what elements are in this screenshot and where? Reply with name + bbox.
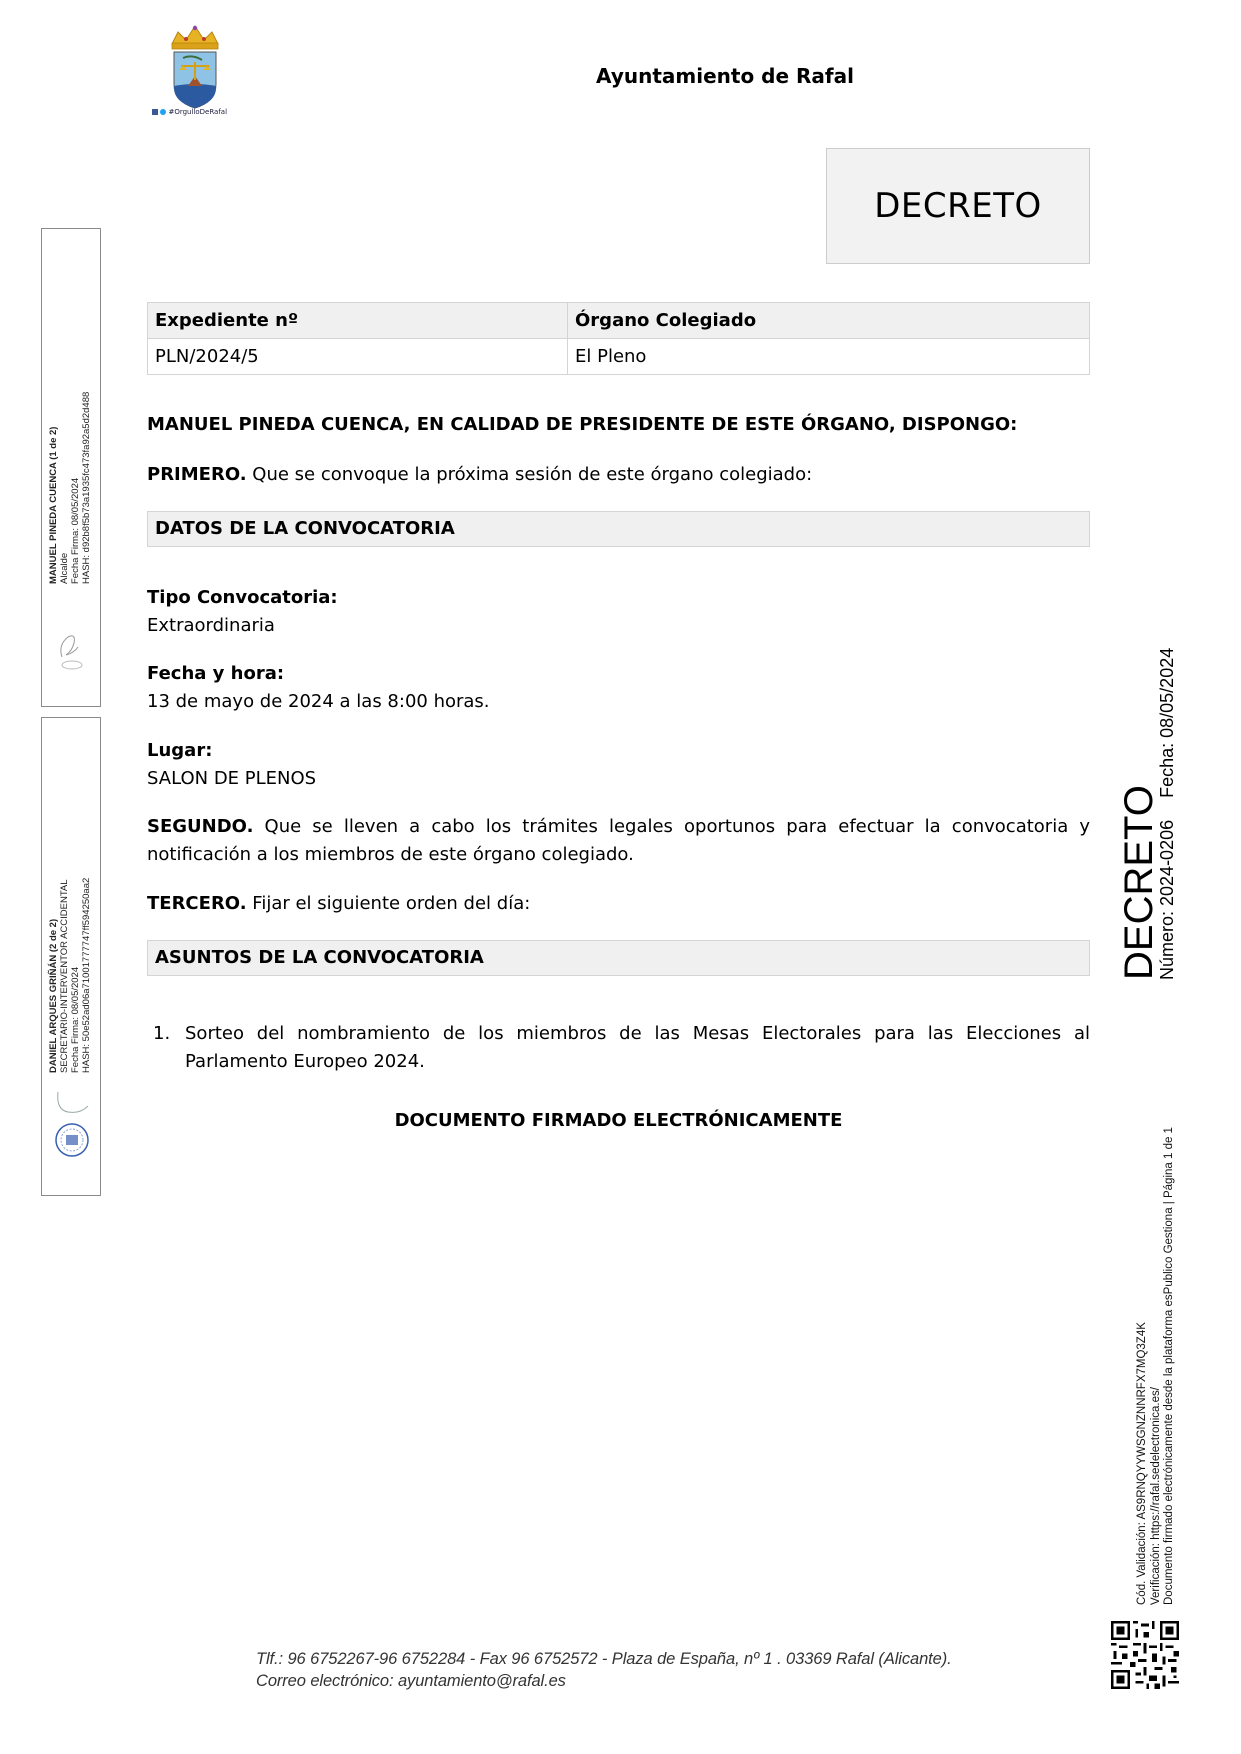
primero-text: Que se convoque la próxima sesión de este órgano colegiado: — [246, 464, 813, 485]
field-tipo-convocatoria — [147, 584, 1090, 640]
expediente-table — [147, 302, 1090, 375]
signed-notice: DOCUMENTO FIRMADO ELECTRÓNICAMENTE — [394, 1110, 843, 1131]
signature-details — [48, 392, 92, 584]
decree-stamp-title: DECRETO — [1117, 785, 1161, 980]
agenda-item-line-1: Sorteo del nombramiento de los miembros de las Mesas Electorales para las Elecciones al — [185, 1023, 1090, 1044]
tercero-label: TERCERO. — [147, 893, 247, 914]
decree-number: Número: 2024-0206 — [1157, 819, 1177, 980]
validation-block — [1136, 1127, 1177, 1605]
signature-date: Fecha Firma: 08/05/2024 — [70, 966, 81, 1073]
signer-name: DANIEL ARQUES GRIÑÁN (2 de 2) — [48, 918, 59, 1073]
segundo-text: Que se lleven a cabo los trámites legales oportunos para efectuar la convocatoria y — [253, 816, 1090, 837]
signature-hash: HASH: d92b8f5b73a1935fc473fa92a5d2d488 — [81, 391, 92, 584]
document-type-label: DECRETO — [874, 186, 1042, 226]
signature-hash: HASH: 50e52ad06a71001777747ff594250aa2 — [81, 877, 92, 1073]
tercero-text: Fijar el siguiente orden del día: — [246, 893, 531, 914]
logo-hashtag: #OrgulloDeRafal — [168, 108, 228, 116]
agenda-item — [147, 1020, 1090, 1076]
footer-address: Tlf.: 96 6752267-96 6752284 - Fax 96 6752572 - Plaza de España, nº 1 . 03369 Rafal (Alicante). — [256, 1650, 952, 1668]
primero-label: PRIMERO. — [147, 464, 247, 485]
table-header-cell: Expediente nº — [148, 303, 568, 339]
signer-role: SECRETARIO-INTERVENTOR ACCIDENTAL — [59, 879, 70, 1073]
segundo-line-2: notificación a los miembros de este órgano colegiado. — [147, 844, 634, 865]
field-lugar — [147, 737, 1090, 793]
verification-url[interactable]: Verificación: https://rafal.sedelectronica.es/ — [1149, 1387, 1162, 1605]
agenda-item-number: 1. — [153, 1023, 171, 1044]
decree-date: Fecha: 08/05/2024 — [1157, 647, 1177, 798]
table-header-cell: Órgano Colegiado — [568, 303, 1090, 339]
decree-stamp-meta — [1156, 648, 1178, 980]
agenda-item-line-2: Parlamento Europeo 2024. — [185, 1051, 425, 1072]
qr-code-icon[interactable] — [1111, 1621, 1179, 1689]
handwritten-signature-icon — [54, 627, 90, 671]
table-cell: PLN/2024/5 — [148, 339, 568, 375]
primero-paragraph — [147, 461, 1090, 489]
table-cell: El Pleno — [568, 339, 1090, 375]
signature-date: Fecha Firma: 08/05/2024 — [70, 477, 81, 584]
twitter-icon — [160, 109, 166, 115]
platform-notice: Documento firmado electrónicamente desde la plataforma esPublico Gestiona | Página 1 de 1 — [1163, 1127, 1175, 1605]
footer-contact — [256, 1648, 952, 1692]
signer-role: Alcalde — [59, 552, 70, 584]
segundo-label: SEGUNDO. — [147, 816, 254, 837]
field-value: 13 de mayo de 2024 a las 8:00 horas. — [147, 691, 490, 712]
document-type-box — [826, 148, 1090, 264]
validation-code: Cód. Validación: AS9RNQYYWSGNZNNRFX7MQ3Z4K — [1136, 1322, 1148, 1605]
field-value: SALON DE PLENOS — [147, 768, 317, 789]
tercero-paragraph — [147, 890, 1090, 918]
signature-box-1 — [41, 228, 101, 707]
field-fecha-hora — [147, 660, 1090, 716]
table-header-row — [148, 303, 1090, 339]
intro-statement: MANUEL PINEDA CUENCA, EN CALIDAD DE PRESIDENTE DE ESTE ÓRGANO, DISPONGO: — [147, 414, 1018, 435]
municipal-coat-of-arms-logo — [150, 22, 240, 120]
field-label: Lugar: — [147, 740, 213, 761]
signer-name: MANUEL PINEDA CUENCA (1 de 2) — [48, 426, 59, 584]
signature-box-2 — [41, 717, 101, 1196]
organization-name: Ayuntamiento de Rafal — [596, 64, 854, 88]
agenda-list — [147, 1020, 1090, 1076]
segundo-paragraph — [147, 813, 1090, 869]
section-asuntos-convocatoria: ASUNTOS DE LA CONVOCATORIA — [147, 940, 1090, 976]
footer-email[interactable]: Correo electrónico: ayuntamiento@rafal.es — [256, 1672, 566, 1690]
field-label: Fecha y hora: — [147, 663, 285, 684]
section-datos-convocatoria: DATOS DE LA CONVOCATORIA — [147, 511, 1090, 547]
table-row — [148, 339, 1090, 375]
facebook-icon — [152, 109, 158, 115]
field-value: Extraordinaria — [147, 615, 275, 636]
segundo-line-1 — [147, 813, 1090, 841]
logo-tagline — [152, 108, 227, 116]
official-seal-icon — [54, 1086, 90, 1176]
signature-details — [48, 878, 92, 1073]
field-label: Tipo Convocatoria: — [147, 587, 338, 608]
